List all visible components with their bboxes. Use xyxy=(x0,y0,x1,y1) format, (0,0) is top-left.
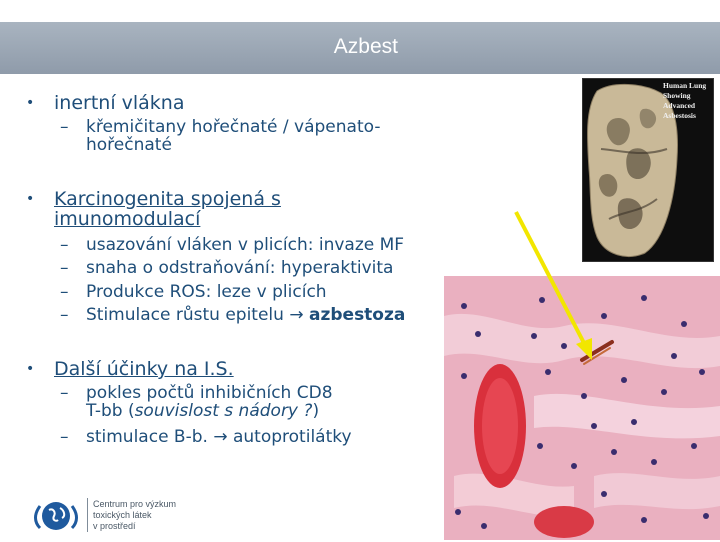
sub-item-bcells xyxy=(60,428,440,446)
sub-item-strong: azbestoza xyxy=(309,305,406,325)
histology-photo xyxy=(444,276,720,540)
caption-line: Advanced xyxy=(663,101,696,110)
bullet-marker: • xyxy=(26,361,35,377)
sub-item-line1: křemičitany hořečnaté / vápenato- xyxy=(86,117,381,137)
sub-item-text: usazování vláken v plicích: invaze MF xyxy=(86,235,405,255)
logo-line: v prostředí xyxy=(93,521,136,531)
bullet-label: Další účinky na I.S. xyxy=(54,358,234,380)
bullet-label: inertní vlákna xyxy=(54,92,185,114)
caption-line: Human Lung xyxy=(663,81,707,90)
bullet-marker: • xyxy=(26,95,35,111)
sub-item-line2-b: ) xyxy=(312,401,320,421)
slide-title: Azbest xyxy=(333,35,398,58)
dash-marker: – xyxy=(60,383,69,403)
sub-item-text-wrap xyxy=(86,428,352,446)
dash-marker: – xyxy=(60,117,69,137)
sub-item-epithelium xyxy=(60,306,440,324)
sub-item-line2-a: T-bb ( xyxy=(86,401,135,421)
bullet-immune-effects xyxy=(26,358,446,380)
bullet-inert-fibers xyxy=(26,92,446,114)
recetox-logo xyxy=(34,494,78,538)
dash-marker: – xyxy=(60,282,69,302)
sub-item-cd8 xyxy=(60,384,440,420)
arrow-symbol: → xyxy=(213,427,228,447)
sub-item-tail: autoprotilátky xyxy=(232,427,352,447)
sub-item-text: stimulace B-b. xyxy=(86,427,208,447)
sub-item-deposition xyxy=(60,236,440,254)
lung-photo-caption xyxy=(663,81,713,121)
sub-item-line2-italic: souvislost s nádory ? xyxy=(134,401,313,421)
dash-marker: – xyxy=(60,427,69,447)
sub-item-removal xyxy=(60,259,440,277)
logo-divider xyxy=(87,498,88,532)
histology-drawing xyxy=(444,276,720,540)
dash-marker: – xyxy=(60,305,69,325)
logo-text xyxy=(93,499,176,532)
sub-item-text: Produkce ROS: leze v plicích xyxy=(86,282,327,302)
sub-item-text: snaha o odstraňování: hyperaktivita xyxy=(86,258,394,278)
bullet-carcinogenicity xyxy=(26,188,446,232)
sub-item-silicates xyxy=(60,118,440,154)
sub-item-line2-wrap xyxy=(86,402,319,420)
sub-item-text-wrap xyxy=(86,306,405,324)
arrow-symbol: → xyxy=(289,305,304,325)
bullet-label-line1: Karcinogenita spojená s xyxy=(54,188,281,210)
dash-marker: – xyxy=(60,258,69,278)
sub-item-text: Stimulace růstu epitelu xyxy=(86,305,284,325)
bullet-label-line2: imunomodulací xyxy=(54,208,201,230)
caption-line: Asbestosis xyxy=(663,111,696,120)
sub-item-line2: hořečnaté xyxy=(86,135,172,155)
logo-line: toxických látek xyxy=(93,510,152,520)
bullet-marker: • xyxy=(26,191,35,207)
globe-icon xyxy=(34,494,78,538)
logo-line: Centrum pro výzkum xyxy=(93,499,177,509)
dash-marker: – xyxy=(60,235,69,255)
sub-item-line1: pokles počtů inhibičních CD8 xyxy=(86,383,333,403)
sub-item-ros xyxy=(60,283,440,301)
lung-photo xyxy=(582,78,714,262)
caption-line: Showing xyxy=(663,91,691,100)
